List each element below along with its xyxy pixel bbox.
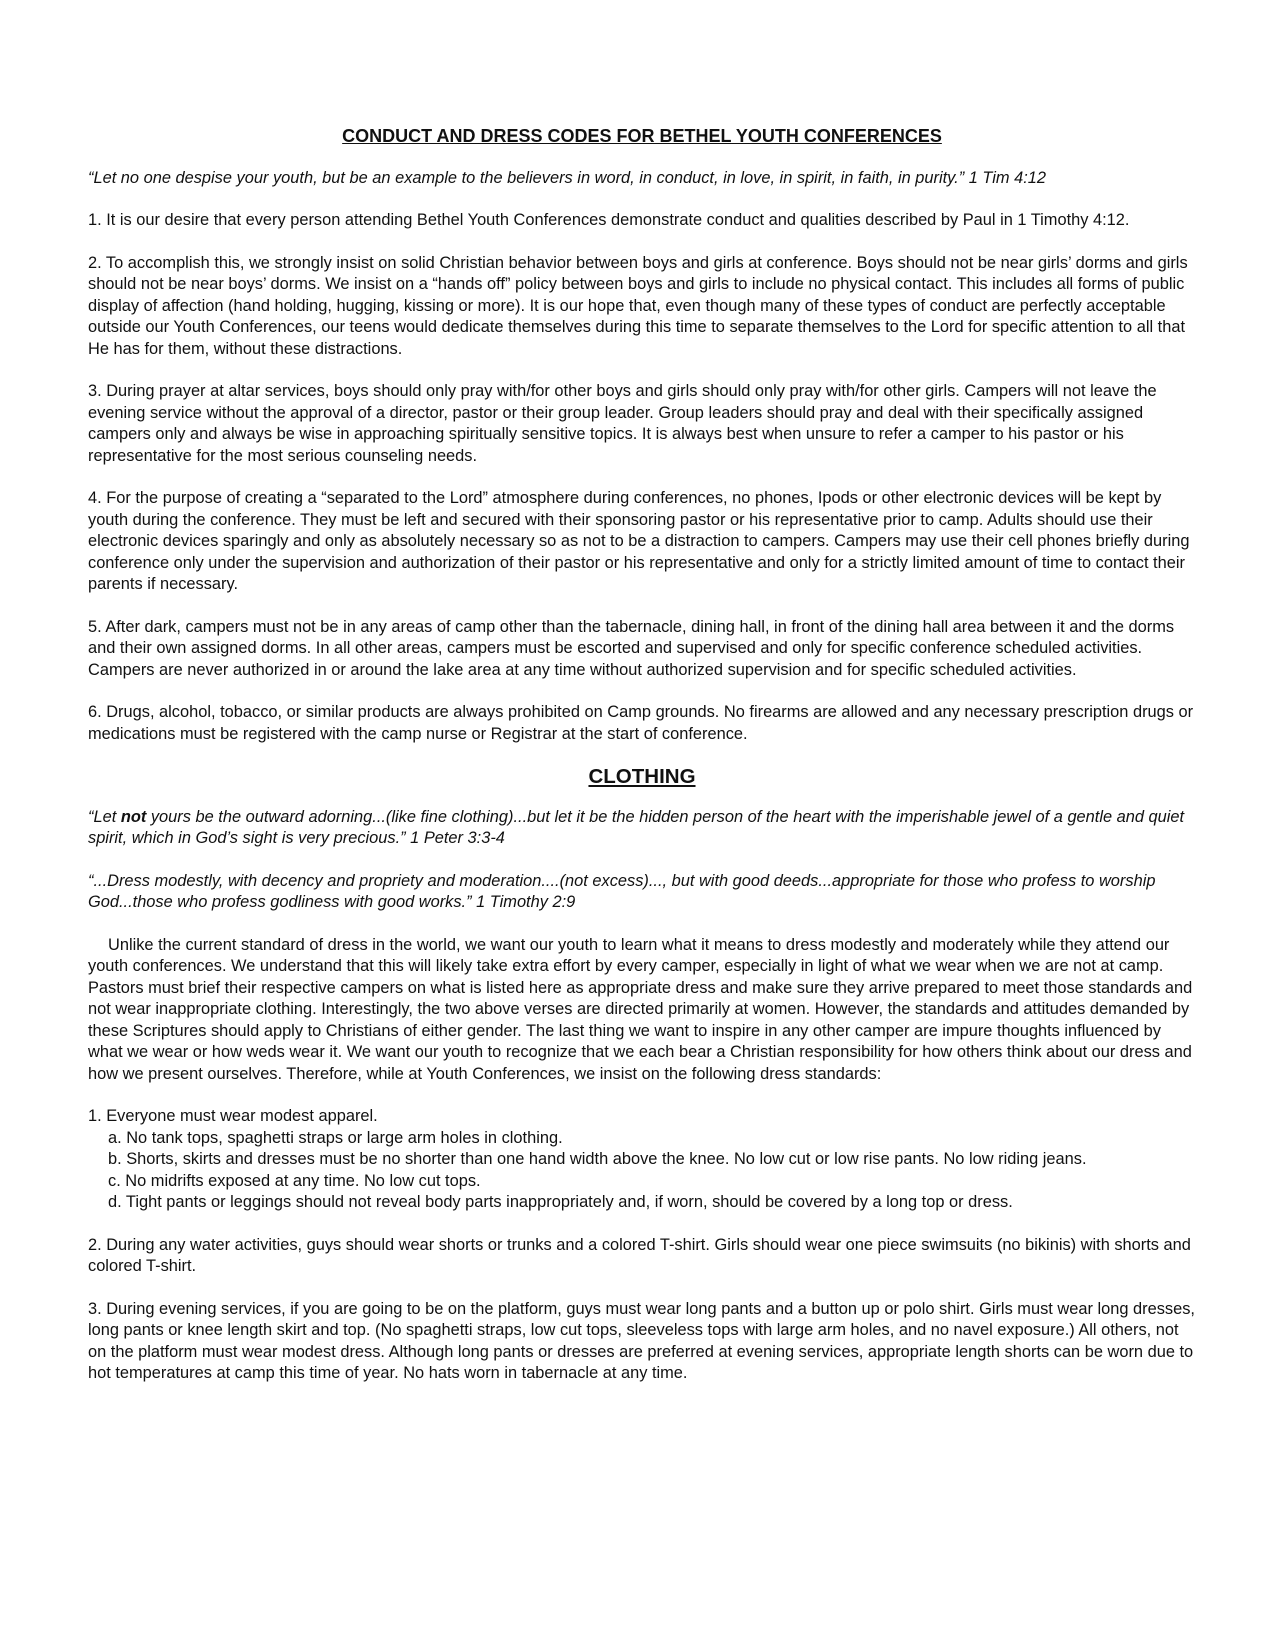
- dress-rule-1a: a. No tank tops, spaghetti straps or large arm holes in clothing.: [108, 1128, 563, 1147]
- clothing-heading: CLOTHING: [588, 765, 696, 788]
- dress-rule-1b: b. Shorts, skirts and dresses must be no shorter than one hand width above the knee. No low cut or low rise pants. No low riding jeans.: [108, 1150, 1087, 1168]
- conduct-rule-2: 2. To accomplish this, we strongly insist on solid Christian behavior between boys and girls at conference. Boys should not be near girls’ dorms and girls should not be near boys’ dorms. We insist on a “hands off” policy between boys and girls to include no physical contact. This includes all forms of public display of affection (hand holding, hugging, kissing or more). It is our hope that, even though many of these types of conduct are perfectly acceptable outside our Youth Conferences, our teens would dedicate themselves during this time to separate themselves to the Lord for specific attention to all that He has for them, without these distractions.: [88, 253, 1188, 358]
- conduct-rule-6: 6. Drugs, alcohol, tobacco, or similar products are always prohibited on Camp grounds. No firearms are allowed and any necessary prescription drugs or medications must be registered with the camp nurse or Registrar at the start of conference.: [88, 703, 1194, 743]
- document-title: CONDUCT AND DRESS CODES FOR BETHEL YOUTH CONFERENCES: [342, 126, 942, 146]
- scripture-quote-1-tim: “Let no one despise your youth, but be an example to the believers in word, in conduct, in love, in spirit, in faith, in purity.” 1 Tim 4:12: [88, 168, 1047, 187]
- quote-emphasis: not: [120, 807, 147, 826]
- document-page: [88, 126, 1196, 1406]
- conduct-rule-3: 3. During prayer at altar services, boys should only pray with/for other boys and girls should only pray with/for other girls. Campers will not leave the evening service without the approval of a director, pastor or their group leader. Group leaders should pray and deal with their specifically assigned campers only and always be wise in approaching spiritually sensitive topics. It is always best when unsure to refer a camper to his pastor or his representative for the most serious counseling needs.: [88, 382, 1157, 465]
- dress-rule-3: 3. During evening services, if you are going to be on the platform, guys must wear long pants and a button up or polo shirt. Girls must wear long dresses, long pants or knee length skirt and top. (No spaghetti straps, low cut tops, sleeveless tops with large arm holes, and no navel exposure.) All others, not on the platform must wear modest dress. Although long pants or dresses are preferred at evening services, appropriate length shorts can be worn due to hot temperatures at camp this time of year. No hats worn in tabernacle at any time.: [88, 1299, 1195, 1382]
- dress-rule-1: [88, 1106, 1196, 1214]
- scripture-quote-1-timothy: “...Dress modestly, with decency and propriety and moderation....(not excess)..., but with good deeds...appropriate for those who profess to worship God...those who profess godliness with good works.” 1 Timothy 2:9: [88, 871, 1156, 911]
- conduct-rule-4: 4. For the purpose of creating a “separated to the Lord” atmosphere during conferences, no phones, Ipods or other electronic devices will be kept by youth during the conference. They must be left and secured with their sponsoring pastor or his representative prior to camp. Adults should use their electronic devices sparingly and only as absolutely necessary so as not to be a distraction to campers. Campers may use their cell phones briefly during conference only under the supervision and authorization of their pastor or his representative and only for a strictly limited amount of time to contact their parents if necessary.: [88, 489, 1190, 593]
- dress-rule-1-head: 1. Everyone must wear modest apparel.: [88, 1107, 378, 1125]
- dress-rule-1d: d. Tight pants or leggings should not reveal body parts inappropriately and, if worn, should be covered by a long top or dress.: [108, 1193, 1013, 1211]
- conduct-rule-1: 1. It is our desire that every person attending Bethel Youth Conferences demonstrate conduct and qualities described by Paul in 1 Timothy 4:12.: [88, 211, 1130, 229]
- clothing-intro: Unlike the current standard of dress in the world, we want our youth to learn what it means to dress modestly and moderately while they attend our youth conferences. We understand that this will likely take extra effort by every camper, especially in light of what we wear when we are not at camp. Pastors must brief their respective campers on what is listed here as appropriate dress and make sure they arrive prepared to meet those standards and not wear inappropriate clothing. Interestingly, the two above verses are directed primarily at women. However, the standards and attitudes demanded by these Scriptures should apply to Christians of either gender. The last thing we want to inspire in any other camper are impure thoughts influenced by what we wear or how weds wear it. We want our youth to recognize that we each bear a Christian responsibility for how others think about our dress and how we present ourselves. Therefore, while at Youth Conferences, we insist on the following dress standards:: [88, 935, 1193, 1083]
- dress-rule-1c: c. No midrifts exposed at any time. No low cut tops.: [108, 1171, 481, 1190]
- conduct-rule-5: 5. After dark, campers must not be in any areas of camp other than the tabernacle, dining hall, in front of the dining hall area between it and the dorms and their own assigned dorms. In all other areas, campers must be escorted and supervised and only for specific conference scheduled activities. Campers are never authorized in or around the lake area at any time without authorized supervision and for specific scheduled activities.: [88, 617, 1175, 679]
- quote-text-start: “Let: [88, 807, 121, 826]
- scripture-quote-1-peter: [88, 807, 1196, 850]
- dress-rule-2: 2. During any water activities, guys should wear shorts or trunks and a colored T-shirt. Girls should wear one piece swimsuits (no bikinis) with shorts and colored T-shirt.: [88, 1235, 1191, 1275]
- quote-text-end: yours be the outward adorning...(like fine clothing)...but let it be the hidden person of the heart with the imperishable jewel of a gentle and quiet spirit, which in God’s sight is very precious.” 1 Peter 3:3-4: [88, 807, 1185, 847]
